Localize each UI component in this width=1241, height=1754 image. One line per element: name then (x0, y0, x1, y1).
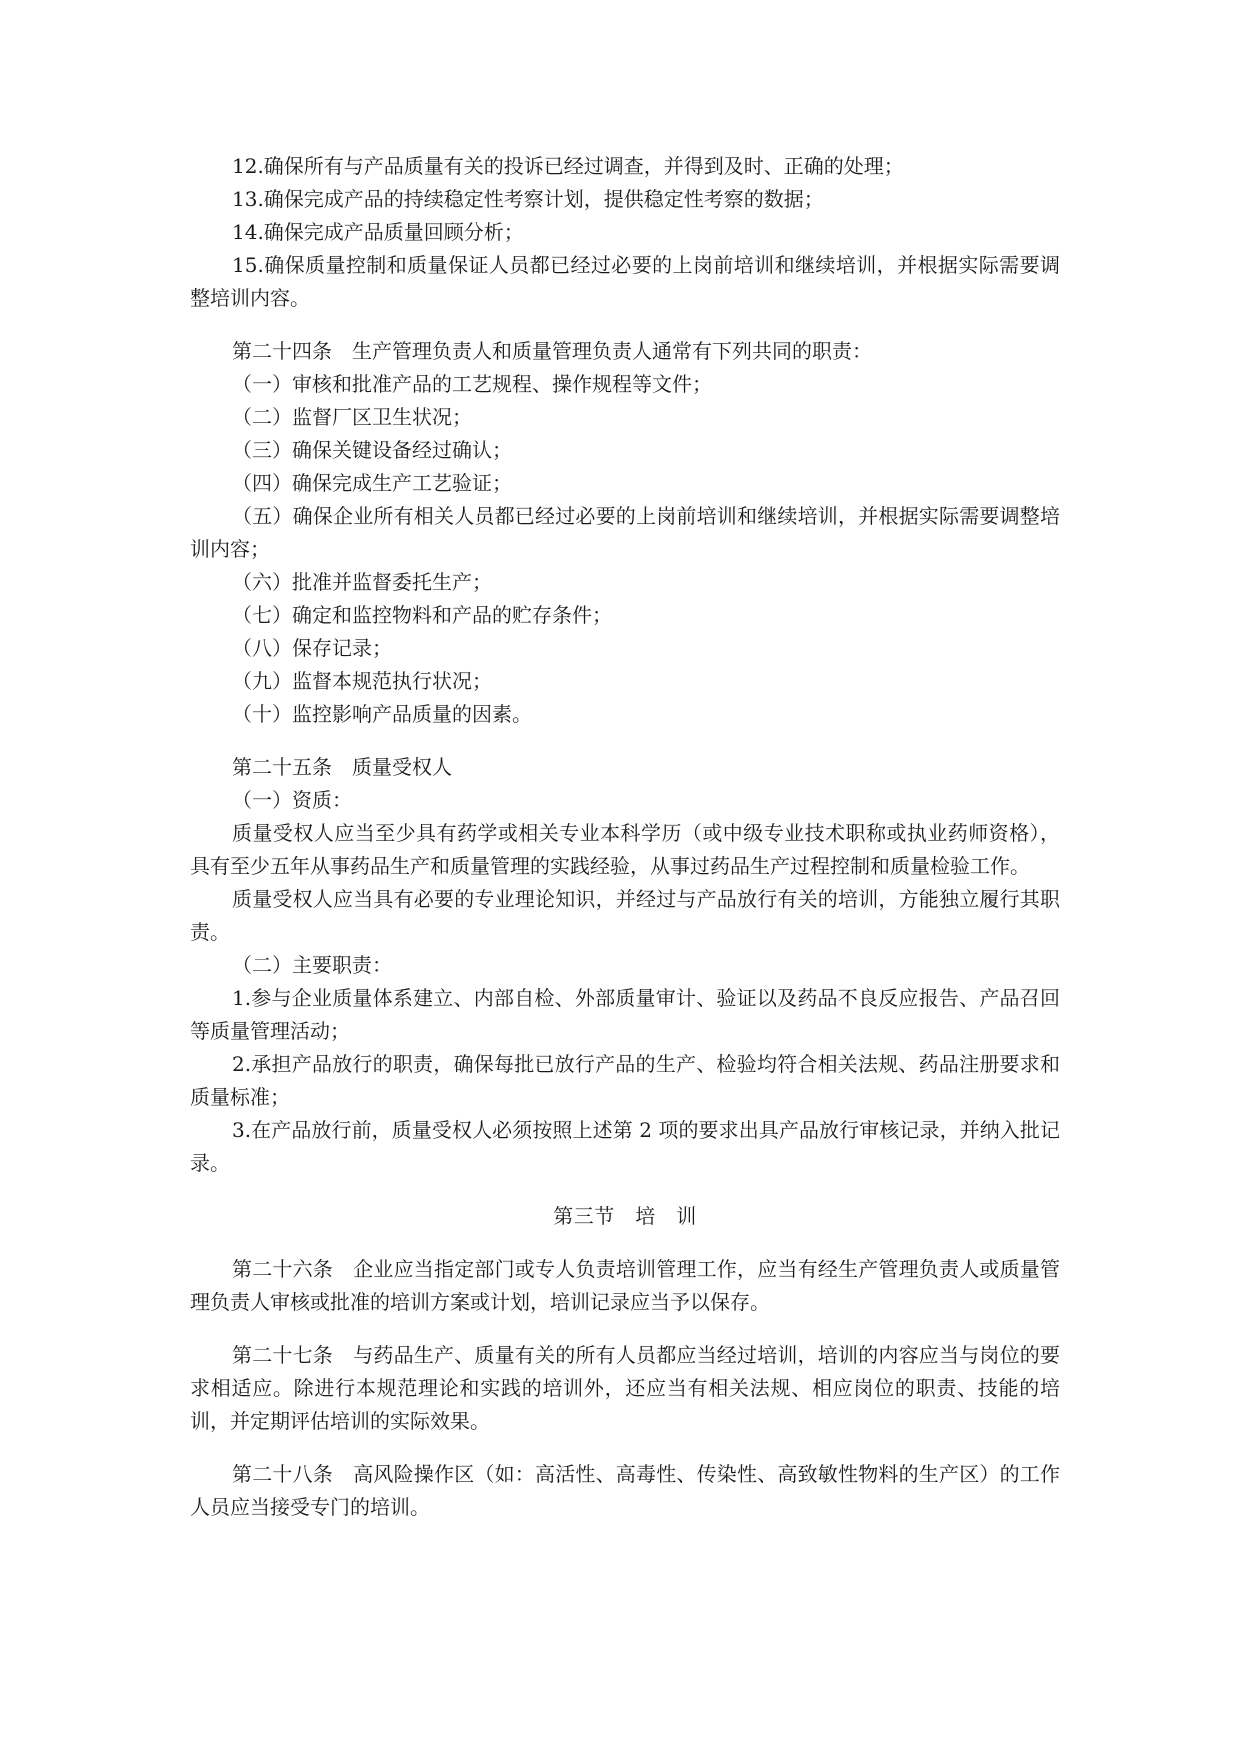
article-25-subheading-duties: （二）主要职责： (232, 953, 392, 977)
spacer (190, 1319, 1060, 1339)
article-25-duty-3: 3.在产品放行前，质量受权人必须按照上述第 2 项的要求出具产品放行审核记录，并纳入批记录。 (190, 1118, 1060, 1175)
article-24-item-8: （八）保存记录； (232, 636, 392, 660)
article-25-qualification-para-2: 质量受权人应当具有必要的专业理论知识，并经过与产品放行有关的培训，方能独立履行其职责。 (190, 887, 1060, 944)
section-title: 第三节 培 训 (553, 1204, 697, 1228)
article-24-item-4: （四）确保完成生产工艺验证； (232, 471, 512, 495)
item-13: 13.确保完成产品的持续稳定性考察计划，提供稳定性考察的数据； (232, 187, 824, 211)
article-24-item-9: （九）监督本规范执行状况； (232, 669, 492, 693)
article-24-item-6: （六）批准并监督委托生产； (232, 570, 492, 594)
article-25-qualification-para-1: 质量受权人应当至少具有药学或相关专业本科学历（或中级专业技术职称或执业药师资格），具有至少五年从事药品生产和质量管理的实践经验，从事过药品生产过程控制和质量检验工作。 (190, 821, 1060, 878)
item-15: 15.确保质量控制和质量保证人员都已经过必要的上岗前培训和继续培训，并根据实际需要调整培训内容。 (190, 253, 1060, 310)
article-24-item-3: （三）确保关键设备经过确认； (232, 438, 512, 462)
article-26: 第二十六条 企业应当指定部门或专人负责培训管理工作，应当有经生产管理负责人或质量管理负责人审核或批准的培训方案或计划，培训记录应当予以保存。 (190, 1257, 1060, 1314)
article-24-item-2: （二）监督厂区卫生状况； (232, 405, 472, 429)
article-25-subheading-qualification: （一）资质： (232, 788, 352, 812)
item-14: 14.确保完成产品质量回顾分析； (232, 220, 524, 244)
article-27: 第二十七条 与药品生产、质量有关的所有人员都应当经过培训，培训的内容应当与岗位的要求相适应。除进行本规范理论和实践的培训外，还应当有相关法规、相应岗位的职责、技能的培训，并定期评估培训的实际效果。 (190, 1343, 1060, 1433)
document-page (190, 150, 1060, 1524)
article-25-title: 第二十五条 质量受权人 (232, 755, 452, 779)
spacer (190, 731, 1060, 751)
article-25-duty-2: 2.承担产品放行的职责，确保每批已放行产品的生产、检验均符合相关法规、药品注册要求和质量标准； (190, 1052, 1060, 1109)
article-24-item-5: （五）确保企业所有相关人员都已经过必要的上岗前培训和继续培训，并根据实际需要调整培训内容； (190, 504, 1060, 561)
item-12: 12.确保所有与产品质量有关的投诉已经过调查，并得到及时、正确的处理； (232, 154, 904, 178)
article-24-title: 第二十四条 生产管理负责人和质量管理负责人通常有下列共同的职责： (232, 339, 872, 363)
article-24-item-10: （十）监控影响产品质量的因素。 (232, 702, 532, 726)
article-28: 第二十八条 高风险操作区（如：高活性、高毒性、传染性、高致敏性物料的生产区）的工作人员应当接受专门的培训。 (190, 1462, 1060, 1519)
spacer (190, 1233, 1060, 1253)
spacer (190, 1180, 1060, 1200)
spacer (190, 1438, 1060, 1458)
article-25-duty-1: 1.参与企业质量体系建立、内部自检、外部质量审计、验证以及药品不良反应报告、产品召回等质量管理活动； (190, 986, 1060, 1043)
article-24-item-7: （七）确定和监控物料和产品的贮存条件； (232, 603, 612, 627)
spacer (190, 315, 1060, 335)
article-24-item-1: （一）审核和批准产品的工艺规程、操作规程等文件； (232, 372, 712, 396)
